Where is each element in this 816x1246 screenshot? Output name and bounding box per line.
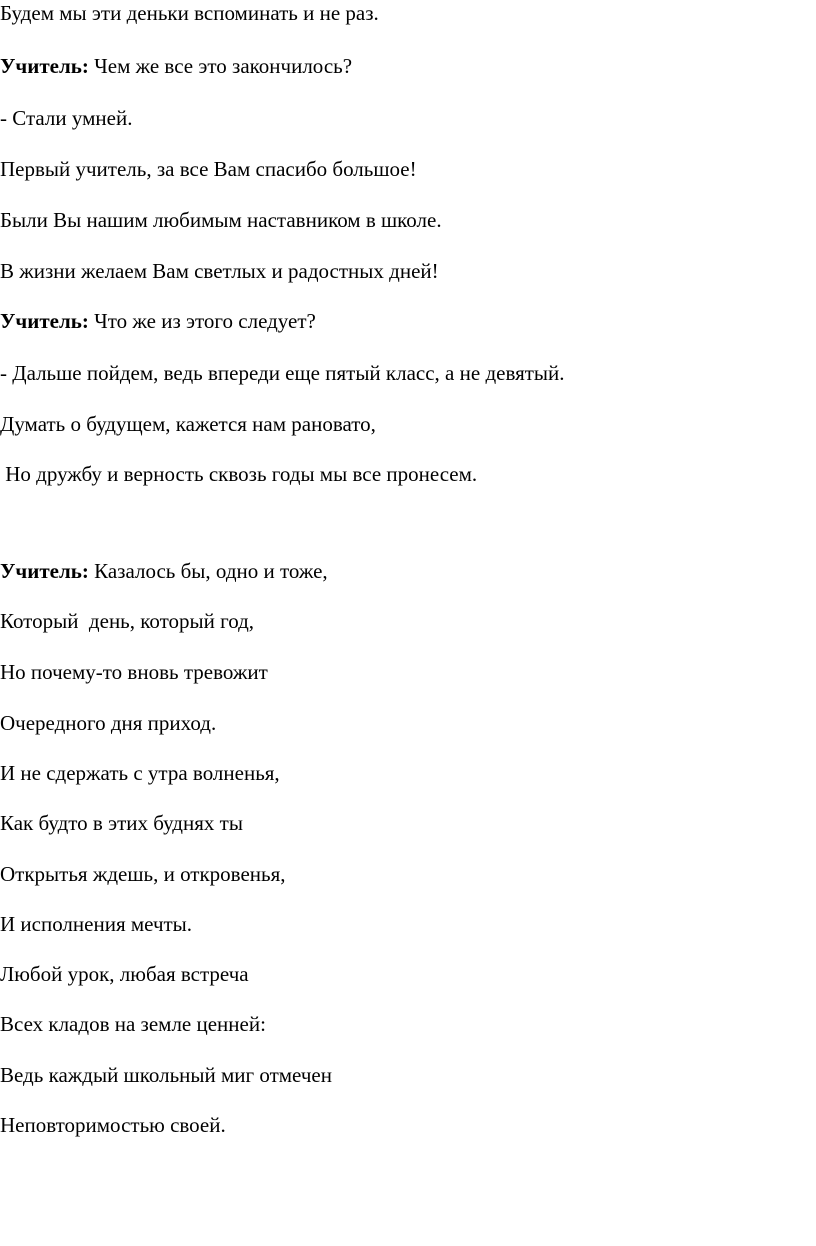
poem-line: Ведь каждый школьный миг отмечен [0,1063,332,1087]
poem-line: Который день, который год, [0,609,255,633]
dialogue-text: Казалось бы, одно и тоже, [88,559,328,583]
poem-line: И не сдержать с утра волненья, [0,761,280,785]
poem-line: Открытья ждешь, и откровенья, [0,862,286,886]
text-line: В жизни желаем Вам светлых и радостных дней! [0,259,439,283]
speaker-label: Учитель: [0,54,89,78]
text-line: Но дружбу и верность сквозь годы мы все пронесем. [0,462,478,486]
dialogue-line [0,53,352,79]
dialogue-text: Что же из этого следует? [88,309,316,333]
speaker-label: Учитель: [0,309,89,333]
text-line: Были Вы нашим любимым наставником в школе. [0,208,442,232]
text-line: Думать о будущем, кажется нам рановато, [0,412,376,436]
text-line: Будем мы эти деньки вспоминать и не раз. [0,1,379,25]
poem-line: Очередного дня приход. [0,711,217,735]
speaker-label: Учитель: [0,559,89,583]
text-line: - Дальше пойдем, ведь впереди еще пятый класс, а не девятый. [0,361,565,385]
text-line: - Стали умней. [0,106,133,130]
poem-line: И исполнения мечты. [0,912,193,936]
poem-line: Как будто в этих буднях ты [0,811,243,835]
dialogue-line [0,558,328,584]
dialogue-text: Чем же все это закончилось? [88,54,353,78]
poem-line: Любой урок, любая встреча [0,962,249,986]
poem-line: Но почему-то вновь тревожит [0,660,268,684]
text-line: Первый учитель, за все Вам спасибо большое! [0,157,417,181]
poem-line: Всех кладов на земле ценней: [0,1012,266,1036]
dialogue-line [0,308,316,334]
poem-line: Неповторимостью своей. [0,1113,226,1137]
